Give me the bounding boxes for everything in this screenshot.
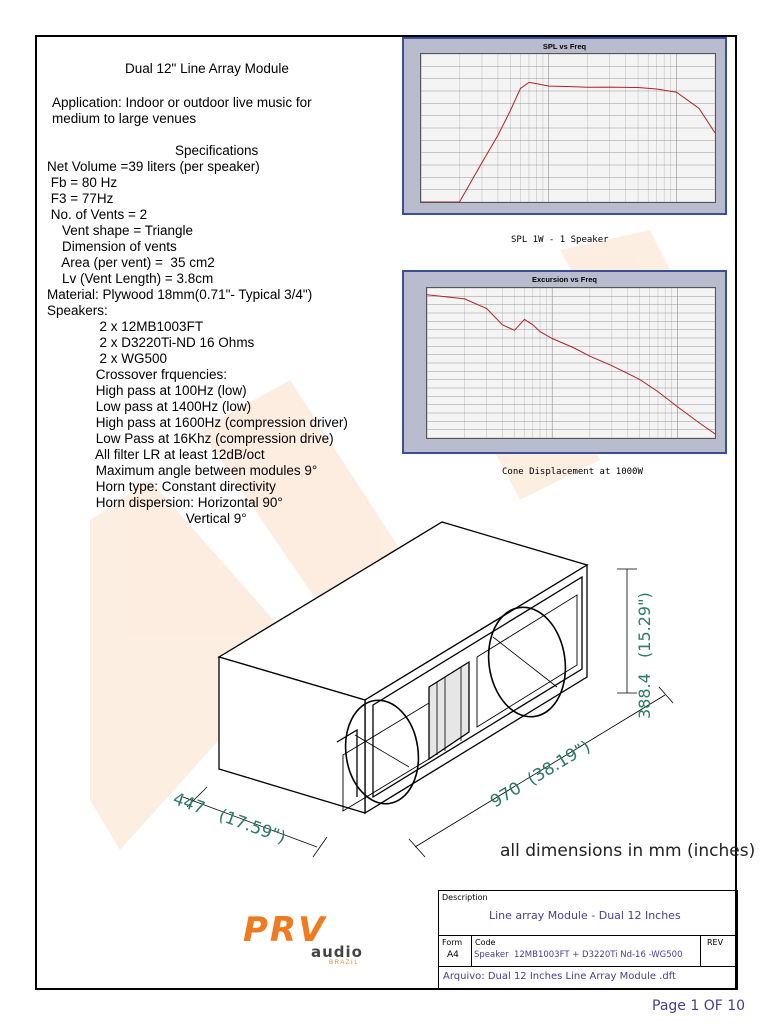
spec-line: Horn dispersion: Horizontal 90° [47,495,283,510]
spec-line: High pass at 100Hz (low) [47,383,247,398]
spec-line: Vertical 9° [47,511,247,526]
spl-chart-caption: SPL 1W - 1 Speaker [511,235,609,245]
dimension-width: 970 (38.19") [487,736,595,813]
form-value: A4 [447,950,459,960]
description-value: Line array Module - Dual 12 Inches [489,909,681,922]
spec-line: Lv (Vent Length) = 3.8cm [47,271,214,286]
form-cell [439,936,472,967]
spec-heading: Specifications [175,143,259,158]
spec-list [47,159,348,527]
spl-chart-title: SPL vs Freq [542,42,587,51]
spec-application-line-2: medium to large venues [52,111,197,126]
spec-line: 2 x WG500 [47,351,168,366]
spec-line: High pass at 1600Hz (compression driver) [47,415,348,430]
excursion-chart-title: Excursion vs Freq [531,275,598,284]
spec-line: Horn type: Constant directivity [47,479,276,494]
spec-line: No. of Vents = 2 [47,207,148,222]
spec-line: Crossover frquencies: [47,367,228,382]
excursion-chart [402,270,727,454]
spl-plot-svg [421,54,715,202]
cabinet-isometric-drawing [37,497,737,867]
spl-chart [402,37,727,215]
code-value: Speaker 12MB1003FT + D3220Ti Nd-16 -WG500 [474,950,683,960]
excursion-plot-area [426,287,716,439]
spec-line: 2 x D3220Ti-ND 16 Ohms [47,335,255,350]
dimension-depth: 447 (17.59") [170,789,289,849]
code-label: Code [475,938,496,947]
rev-cell [701,936,737,967]
spec-line: Low pass at 1400Hz (low) [47,399,252,414]
drawing-sheet [35,35,756,990]
spec-line: Net Volume =39 liters (per speaker) [47,159,260,174]
dimension-height: 388.4 (15.29") [635,592,654,719]
spec-line: 2 x 12MB1003FT [47,319,204,334]
code-cell [472,936,701,967]
logo-country: B R A Z I L [329,960,358,966]
spl-plot-area [420,53,716,203]
spec-line: All filter LR at least 12dB/oct [47,447,265,462]
spec-line: Low Pass at 16Khz (compression drive) [47,431,334,446]
excursion-chart-caption: Cone Displacement at 1000W [502,467,643,477]
spec-line: Material: Plywood 18mm(0.71"- Typical 3/4") [47,287,313,302]
spec-line: Maximum angle between modules 9° [47,463,318,478]
logo-sub: audio [311,943,363,961]
rev-label: REV [707,938,724,947]
excursion-plot-svg [427,288,715,438]
description-cell [439,891,737,936]
spec-line: Dimension of vents [47,239,177,254]
spec-line: Vent shape = Triangle [47,223,193,238]
form-label: Form [442,938,463,947]
logo-brand: PRV [243,910,327,950]
spec-line: Speakers: [47,303,108,318]
spec-title: Dual 12" Line Array Module [125,61,289,76]
prv-audio-logo [243,910,413,973]
file-name: Arquivo: Dual 12 Inches Line Array Module .dft [443,971,676,982]
spec-application-line-1: Application: Indoor or outdoor live music for [52,95,312,110]
title-block [438,890,738,990]
spec-line: Area (per vent) = 35 cm2 [47,255,215,270]
spec-line: Fb = 80 Hz [47,175,118,190]
page-number: Page 1 OF 10 [652,998,746,1014]
description-label: Description [442,893,488,902]
dimensions-note: all dimensions in mm (inches) [500,841,756,861]
spec-line: F3 = 77Hz [47,191,114,206]
